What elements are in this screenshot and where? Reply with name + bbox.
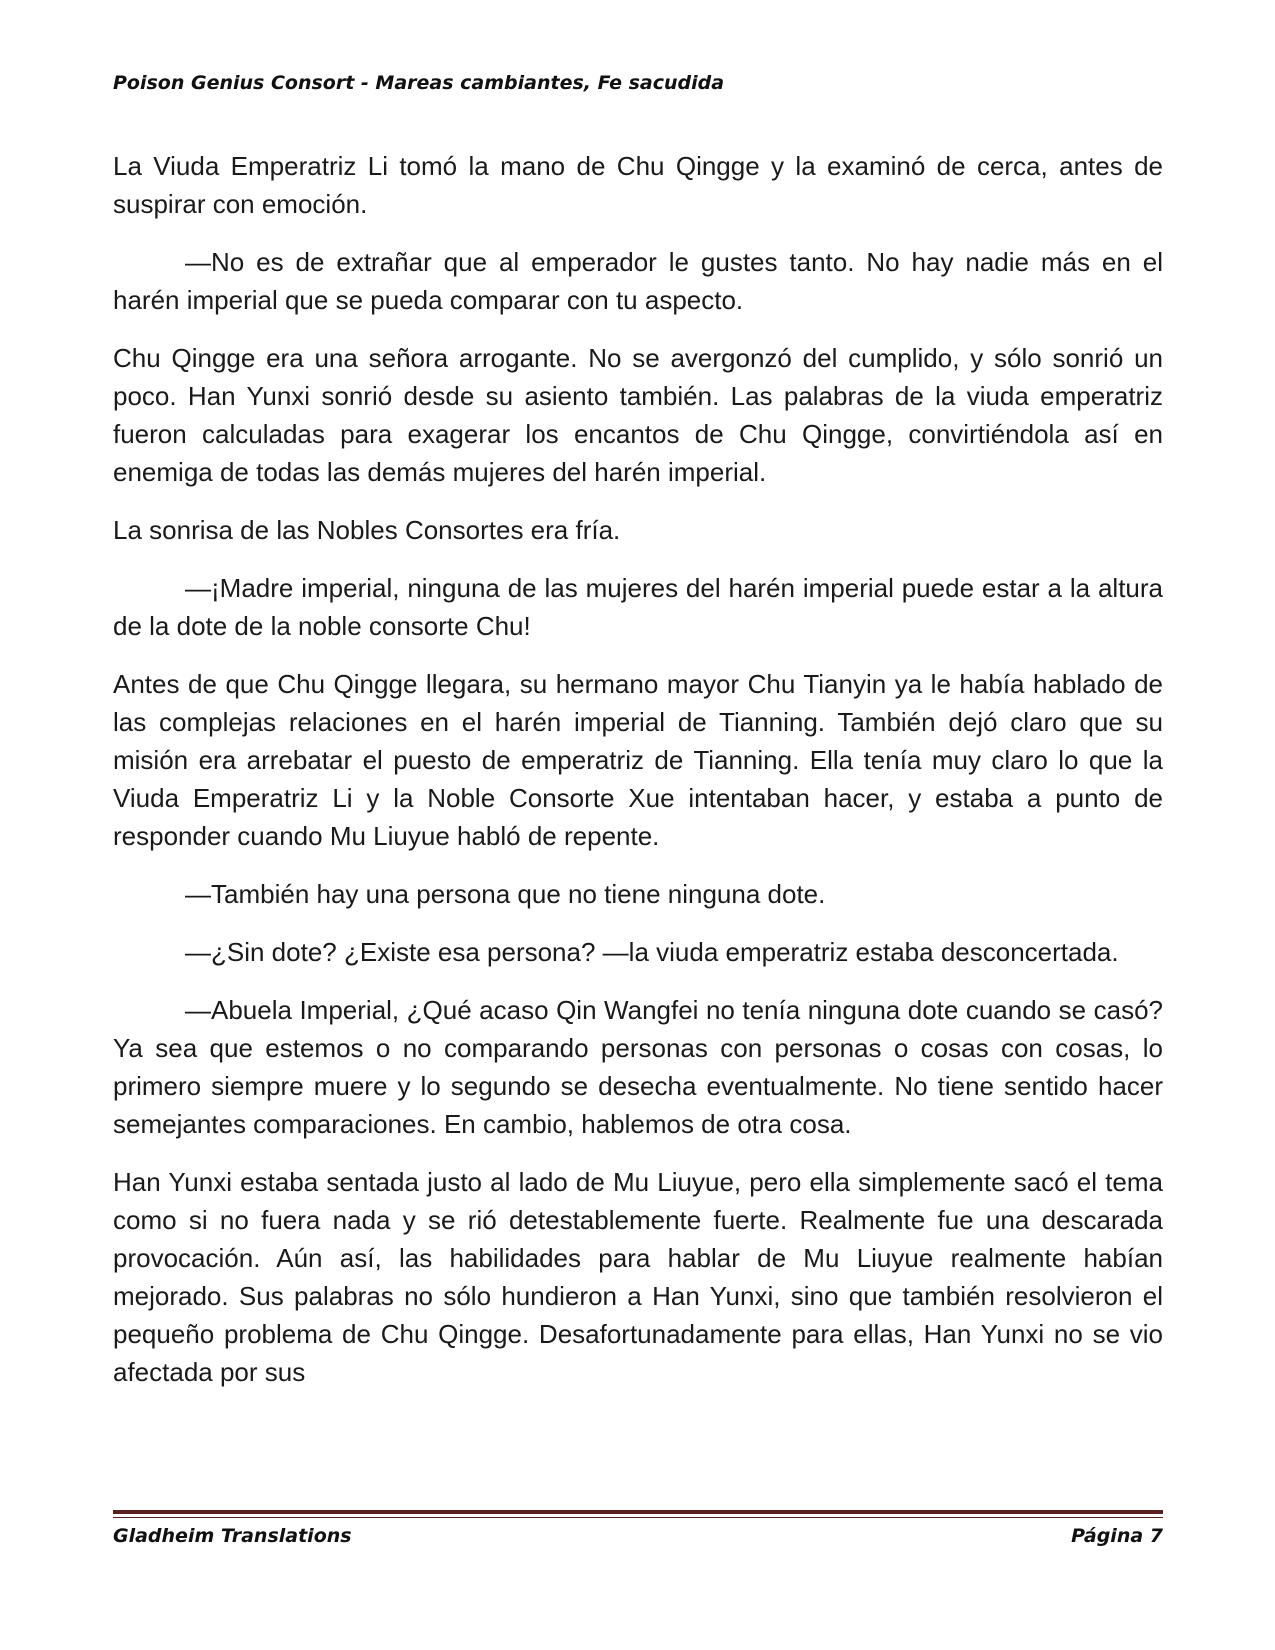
footer-divider <box>113 1510 1163 1518</box>
footer-divider-thick <box>113 1510 1163 1514</box>
dialogue-paragraph: —También hay una persona que no tiene ninguna dote. <box>185 879 826 909</box>
chapter-body <box>113 147 1163 1391</box>
paragraph: Chu Qingge era una señora arrogante. No se avergonzó del cumplido, y sólo sonrió un poco. Han Yunxi sonrió desde su asiento también. Las palabras de la viuda emperatriz fueron calculadas para exagerar los encantos de Chu Qingge, convirtiéndola así en enemiga de todas las demás mujeres del harén imperial. <box>113 343 1163 487</box>
dialogue-paragraph: —No es de extrañar que al emperador le gustes tanto. No hay nadie más en el harén imperial que se pueda comparar con tu aspecto. <box>113 247 1163 315</box>
paragraph: La sonrisa de las Nobles Consortes era fría. <box>113 515 621 545</box>
paragraph: Antes de que Chu Qingge llegara, su hermano mayor Chu Tianyin ya le había hablado de las complejas relaciones en el harén imperial de Tianning. También dejó claro que su misión era arrebatar el puesto de emperatriz de Tianning. Ella tenía muy claro lo que la Viuda Emperatriz Li y la Noble Consorte Xue intentaban hacer, y estaba a punto de responder cuando Mu Liuyue habló de repente. <box>113 669 1163 851</box>
paragraph: Han Yunxi estaba sentada justo al lado de Mu Liuyue, pero ella simplemente sacó el tema como si no fuera nada y se rió detestablemente fuerte. Realmente fue una descarada provocación. Aún así, las habilidades para hablar de Mu Liuyue realmente habían mejorado. Sus palabras no sólo hundieron a Han Yunxi, sino que también resolvieron el pequeño problema de Chu Qingge. Desafortunadamente para ellas, Han Yunxi no se vio afectada por sus <box>113 1167 1163 1387</box>
dialogue-paragraph: —Abuela Imperial, ¿Qué acaso Qin Wangfei no tenía ninguna dote cuando se casó? Ya sea que estemos o no comparando personas con personas o cosas con cosas, lo primero siempre muere y lo segundo se desecha eventualmente. No tiene sentido hacer semejantes comparaciones. En cambio, hablemos de otra cosa. <box>113 995 1163 1139</box>
footer-page-number: Página 7 <box>1071 1525 1163 1547</box>
paragraph: La Viuda Emperatriz Li tomó la mano de Chu Qingge y la examinó de cerca, antes de suspirar con emoción. <box>113 151 1163 219</box>
dialogue-paragraph: —¡Madre imperial, ninguna de las mujeres del harén imperial puede estar a la altura de la dote de la noble consorte Chu! <box>113 573 1163 641</box>
footer-divider-thin <box>113 1517 1163 1518</box>
footer-translator: Gladheim Translations <box>113 1525 352 1547</box>
page-header-title: Poison Genius Consort - Mareas cambiantes, Fe sacudida <box>113 72 725 94</box>
dialogue-paragraph: —¿Sin dote? ¿Existe esa persona? —la viuda emperatriz estaba desconcertada. <box>185 937 1119 967</box>
